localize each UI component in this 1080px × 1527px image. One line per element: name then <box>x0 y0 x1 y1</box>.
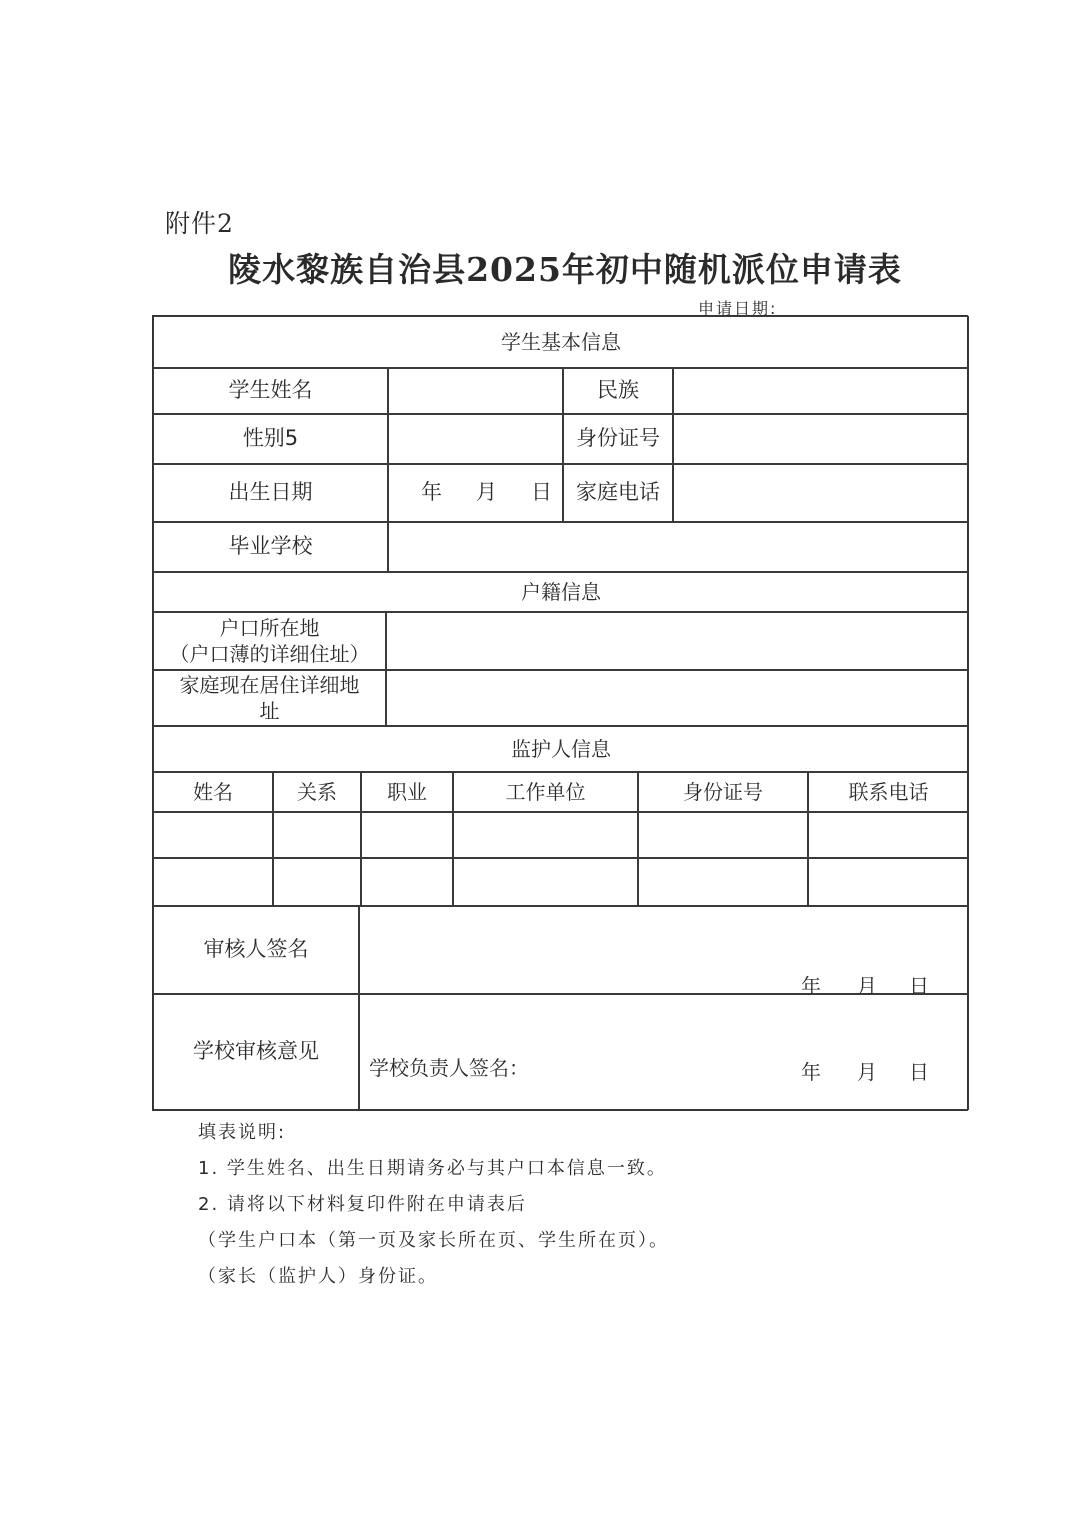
gender-label: 性别5 <box>153 414 388 464</box>
residence-address-field[interactable] <box>386 670 969 726</box>
principal-signature-label: 学校负责人签名： <box>369 1056 529 1080</box>
school-opinion-label: 学校审核意见 <box>153 994 359 1110</box>
guardian-row1-phone[interactable] <box>808 812 969 858</box>
ethnicity-label: 民族 <box>563 368 673 414</box>
hukou-location-label-line1: 户口所在地 <box>219 616 320 640</box>
guardian-row2-occupation[interactable] <box>361 858 453 906</box>
home-phone-field[interactable] <box>673 464 969 522</box>
guardian-row1-name[interactable] <box>153 812 273 858</box>
id-number-label: 身份证号 <box>563 414 673 464</box>
section-guardian: 监护人信息 <box>153 726 969 772</box>
filling-instructions <box>198 1115 669 1295</box>
notes-line-4: （家长（监护人）身份证。 <box>198 1266 438 1287</box>
guardian-row2-employer[interactable] <box>453 858 638 906</box>
reviewer-signature-field[interactable] <box>359 906 969 994</box>
school-date-day: 日 <box>909 1060 929 1084</box>
reviewer-signature-label: 审核人签名 <box>153 906 359 994</box>
gender-field[interactable] <box>388 414 563 464</box>
student-name-field[interactable] <box>388 368 563 414</box>
birth-date-label: 出生日期 <box>153 464 388 522</box>
hukou-location-field[interactable] <box>386 612 969 670</box>
home-phone-label: 家庭电话 <box>563 464 673 522</box>
reviewer-date-year: 年 <box>801 974 821 998</box>
guardian-row2-relation[interactable] <box>273 858 361 906</box>
guardian-row2-name[interactable] <box>153 858 273 906</box>
birth-day-unit: 日 <box>531 480 552 505</box>
guardian-col-occupation: 职业 <box>361 772 453 812</box>
notes-line-3: （学生户口本（第一页及家长所在页、学生所在页）。 <box>198 1230 669 1251</box>
birth-date-field[interactable] <box>388 464 563 522</box>
guardian-row2-phone[interactable] <box>808 858 969 906</box>
reviewer-date-month: 月 <box>857 974 877 998</box>
guardian-col-employer: 工作单位 <box>453 772 638 812</box>
guardian-col-name: 姓名 <box>153 772 273 812</box>
guardian-row2-id[interactable] <box>638 858 808 906</box>
apply-date-label: 申请日期: <box>698 299 778 318</box>
guardian-row1-occupation[interactable] <box>361 812 453 858</box>
student-name-label: 学生姓名 <box>153 368 388 414</box>
guardian-col-relation: 关系 <box>273 772 361 812</box>
hukou-location-label <box>153 612 386 670</box>
school-date-year: 年 <box>801 1060 821 1084</box>
guardian-col-id: 身份证号 <box>638 772 808 812</box>
residence-address-label-line2: 址 <box>259 699 280 723</box>
graduation-school-label: 毕业学校 <box>153 522 388 572</box>
graduation-school-field[interactable] <box>388 522 969 572</box>
ethnicity-field[interactable] <box>673 368 969 414</box>
notes-heading: 填表说明: <box>198 1122 287 1143</box>
reviewer-date-day: 日 <box>909 974 929 998</box>
guardian-row1-relation[interactable] <box>273 812 361 858</box>
guardian-col-phone: 联系电话 <box>808 772 969 812</box>
attachment-label: 附件2 <box>165 209 234 238</box>
guardian-row1-id[interactable] <box>638 812 808 858</box>
section-household: 户籍信息 <box>153 572 969 612</box>
residence-address-label-line1: 家庭现在居住详细地 <box>179 673 360 697</box>
guardian-row1-employer[interactable] <box>453 812 638 858</box>
notes-line-1: 1. 学生姓名、出生日期请务必与其户口本信息一致。 <box>198 1158 667 1179</box>
application-form <box>152 315 968 1111</box>
id-number-field[interactable] <box>673 414 969 464</box>
residence-address-label <box>153 670 386 726</box>
section-student-basic: 学生基本信息 <box>153 316 969 368</box>
birth-year-unit: 年 <box>421 480 442 505</box>
form-title: 陵水黎族自治县2025年初中随机派位申请表 <box>228 250 902 289</box>
school-date-month: 月 <box>857 1060 877 1084</box>
hukou-location-label-line2: （户口薄的详细住址） <box>169 642 370 666</box>
birth-month-unit: 月 <box>476 480 497 505</box>
notes-line-2: 2. 请将以下材料复印件附在申请表后 <box>198 1194 527 1215</box>
